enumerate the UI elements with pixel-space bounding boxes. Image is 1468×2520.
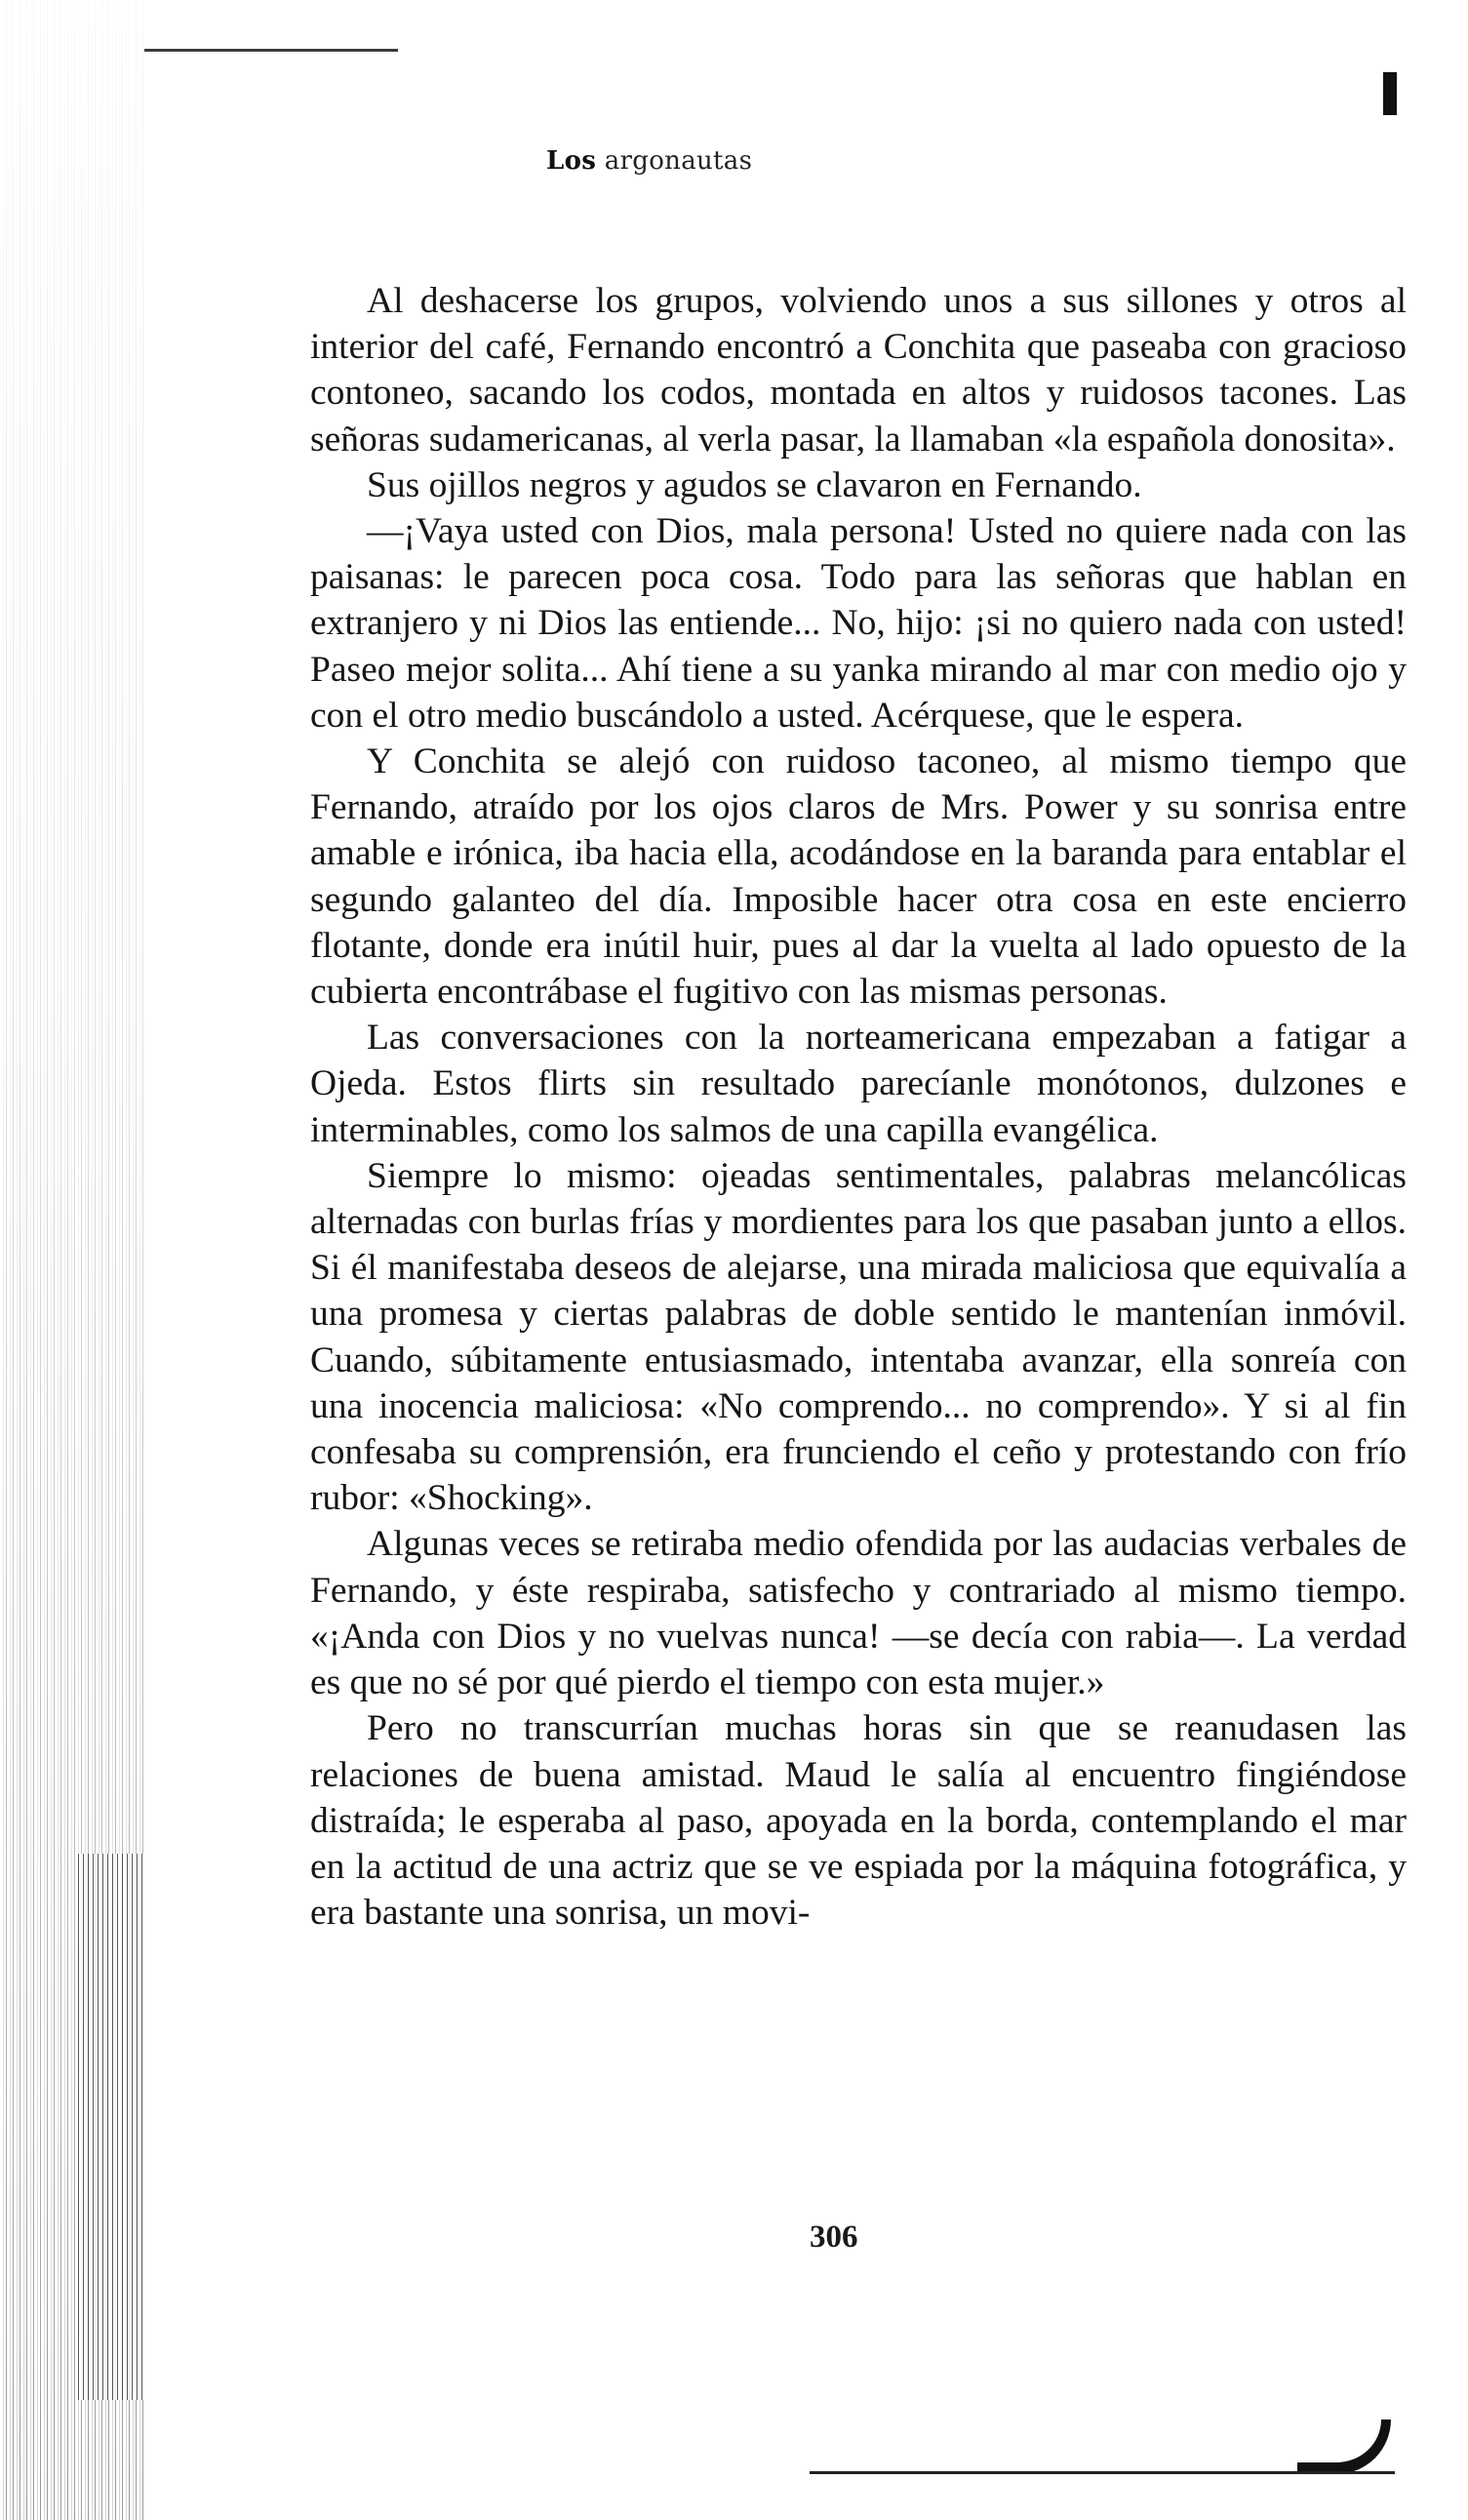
- paragraph: Pero no transcurrían muchas horas sin que se reanudasen las relaciones de buena amistad. Maud le salía al encuentro fingiéndose distraída; le esperaba al paso, apoyada en la borda, contemplando el mar en la actitud de una actriz que se ve espiada por la máquina fotográfica, y era bastante una sonrisa, un movi-: [310, 1708, 1407, 1934]
- paragraph: —¡Vaya usted con Dios, mala persona! Usted no quiere nada con las paisanas: le parecen poca cosa. Todo para las señoras que hablan en extranjero y ni Dios las entiende... No, hijo: ¡si no quiero nada con usted! Paseo mejor solita... Ahí tiene a su yanka mirando al mar con medio ojo y con el otro medio buscándolo a usted. Acérquese, que le espera.: [310, 511, 1407, 736]
- paragraph: Al deshacerse los grupos, volviendo unos a sus sillones y otros al interior del café, Fernando encontró a Conchita que paseaba con gracioso contoneo, sacando los codos, montada en altos y ruidosos tacones. Las señoras sudamericanas, al verla pasar, la llamaban «la española donosita».: [310, 281, 1407, 460]
- paragraph: Sus ojillos negros y agudos se clavaron en Fernando.: [367, 464, 1142, 505]
- running-head-lead: Los: [546, 146, 597, 176]
- paragraph: Siempre lo mismo: ojeadas sentimentales, palabras melancólicas alternadas con burlas frías y mordientes para los que pasaban junto a ellos. Si él manifestaba deseos de alejarse, una mirada maliciosa que equivalía a una promesa y ciertas palabras de doble sentido le mantenían inmóvil. Cuando, súbitamente entusiasmado, intentaba avanzar, ella sonreía con una inocencia maliciosa: «No comprendo... no comprendo». Y si al fin confesaba su comprensión, era frunciendo el ceño y protestando con frío rubor: «Shocking».: [310, 1155, 1407, 1519]
- running-head: [546, 146, 1034, 176]
- running-head-title: argonautas: [596, 146, 753, 176]
- scan-edge-top: [144, 49, 398, 52]
- scan-corner-bottom-right: [1297, 2420, 1391, 2474]
- paragraph: Algunas veces se retiraba medio ofendida por las audacias verbales de Fernando, y éste respiraba, satisfecho y contrariado al mismo tiempo. «¡Anda con Dios y no vuelvas nunca! —se decía con rabia—. La verdad es que no sé por qué pierdo el tiempo con esta mujer.»: [310, 1524, 1407, 1703]
- binding-shadow-dark: [76, 1854, 144, 2400]
- paragraph: Y Conchita se alejó con ruidoso taconeo, al mismo tiempo que Fernando, atraído por los ojos claros de Mrs. Power y su sonrisa entre amable e irónica, iba hacia ella, acodándose en la baranda para entablar el segundo galanteo del día. Imposible hacer otra cosa en este encierro flotante, donde era inútil huir, pues al dar la vuelta al lado opuesto de la cubierta encontrábase el fugitivo con las mismas personas.: [310, 741, 1407, 1013]
- scan-edge-bottom: [810, 2471, 1395, 2474]
- scan-corner-top-right: [1383, 72, 1397, 115]
- page-number: 306: [810, 2220, 858, 2255]
- paragraph: Las conversaciones con la norteamericana empezaban a fatigar a Ojeda. Estos flirts sin resultado parecíanle monótonos, dulzones e interminables, como los salmos de una capilla evangélica.: [310, 1018, 1407, 1150]
- body-text: [310, 278, 1407, 1936]
